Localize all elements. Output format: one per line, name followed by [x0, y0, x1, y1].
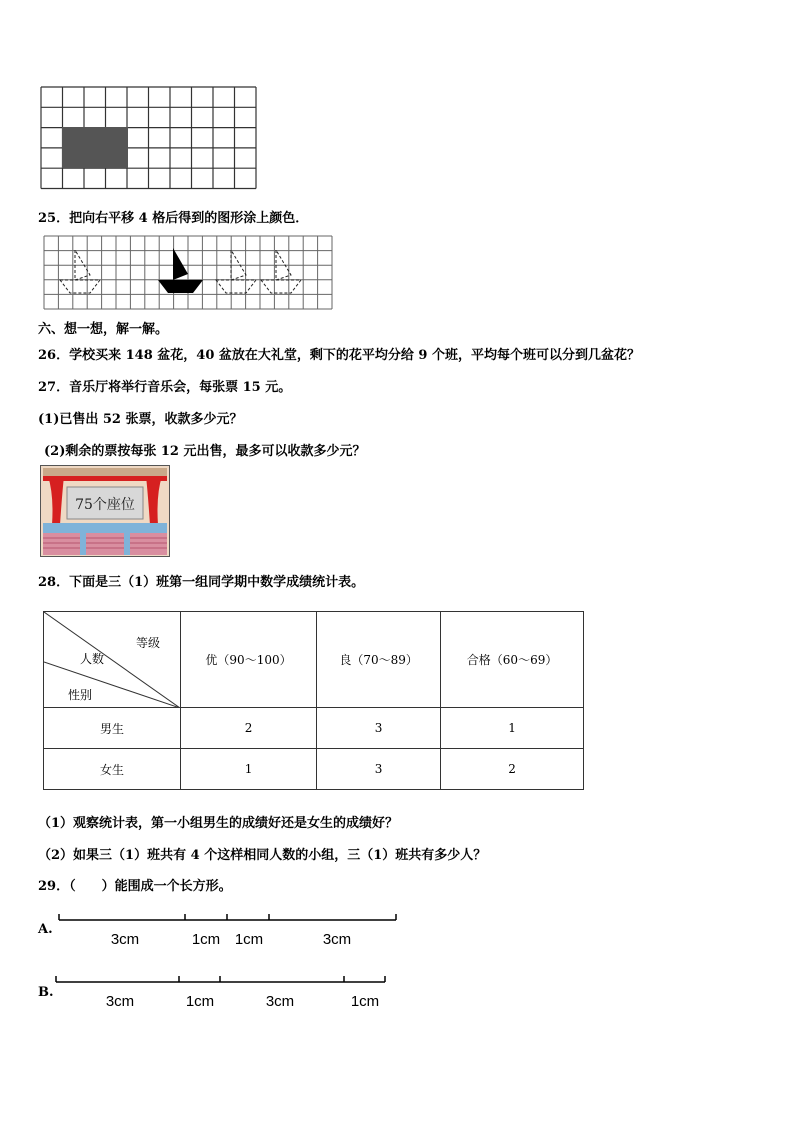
top-grid-figure	[40, 86, 258, 190]
option-b-label: B.	[38, 985, 54, 1000]
header-grade: 等级	[136, 636, 161, 650]
segment-label: 3cm	[105, 993, 135, 1010]
boat-grid-figure	[43, 235, 333, 310]
row-label: 男生	[44, 708, 181, 749]
table-cell: 3	[317, 708, 441, 749]
concert-hall-image	[40, 465, 170, 557]
table-cell: 2	[181, 708, 317, 749]
table-cell: 1	[181, 749, 317, 790]
column-header: 优（90～100）	[181, 612, 317, 708]
section-6-title: 六、想一想，解一解。	[38, 322, 169, 337]
header-people: 人数	[80, 652, 105, 666]
segment-label: 3cm	[110, 931, 140, 948]
seat-sign-text: 75个座位	[75, 497, 135, 513]
score-statistics-table	[43, 611, 584, 790]
table-cell: 3	[317, 749, 441, 790]
dashed-boat	[261, 250, 301, 293]
question-28: 28．下面是三（1）班第一组同学期中数学成绩统计表。	[38, 575, 365, 590]
question-27: 27．音乐厅将举行音乐会，每张票 15 元。	[38, 380, 292, 395]
row-label: 女生	[44, 749, 181, 790]
option-a-segments	[55, 910, 405, 950]
diagonal-header-cell	[44, 612, 181, 708]
question-27-part-1: (1)已售出 52 张票，收款多少元？	[38, 412, 243, 427]
question-27-part-2: (2)剩余的票按每张 12 元出售，最多可以收款多少元？	[44, 444, 366, 459]
question-28-part-2: （2）如果三（1）班共有 4 个这样相同人数的小组，三（1）班共有多少人？	[38, 848, 487, 863]
question-25: 25．把向右平移 4 格后得到的图形涂上颜色．	[38, 211, 309, 226]
segment-label: 3cm	[265, 993, 295, 1010]
segment-label: 1cm	[234, 931, 264, 948]
question-26: 26．学校买来 148 盆花，40 盆放在大礼堂，剩下的花平均分给 9 个班，平均每个班可以分到几盆花？	[38, 348, 640, 363]
table-cell: 1	[441, 708, 584, 749]
segment-label: 1cm	[191, 931, 221, 948]
table-row	[44, 708, 584, 749]
table-cell: 2	[441, 749, 584, 790]
solid-boat	[158, 248, 203, 293]
option-a-label: A.	[38, 922, 53, 937]
option-b-segments	[52, 972, 402, 1012]
dashed-boat	[216, 250, 256, 293]
header-gender: 性别	[68, 688, 93, 702]
dashed-boat	[60, 250, 100, 293]
column-header: 良（70～89）	[317, 612, 441, 708]
question-29: 29．（ ）能围成一个长方形。	[38, 879, 232, 894]
table-row	[44, 749, 584, 790]
segment-label: 1cm	[350, 993, 380, 1010]
segment-label: 3cm	[322, 931, 352, 948]
column-header: 合格（60～69）	[441, 612, 584, 708]
segment-label: 1cm	[185, 993, 215, 1010]
question-28-part-1: （1）观察统计表，第一小组男生的成绩好还是女生的成绩好？	[38, 816, 399, 831]
shaded-rectangle	[62, 127, 128, 168]
